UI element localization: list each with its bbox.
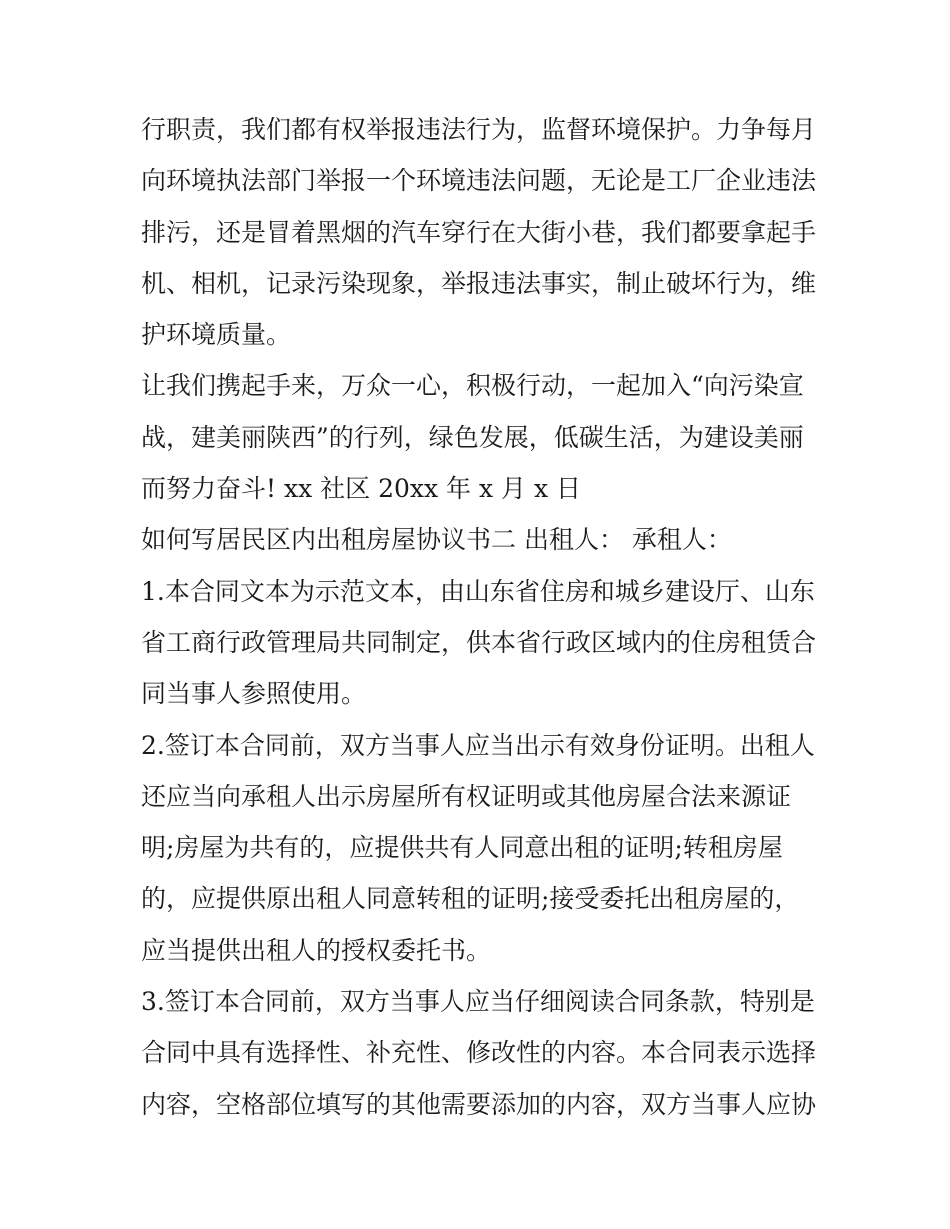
text-line: 1.本合同文本为示范文本，由山东省住房和城乡建设厅、山东	[141, 576, 815, 606]
text-line: 3.签订本合同前，双方当事人应当仔细阅读合同条款，特别是	[141, 987, 815, 1017]
text-line: 明;房屋为共有的，应提供共有人同意出租的证明;转租房屋	[141, 833, 783, 863]
text-line: 合同中具有选择性、补充性、修改性的内容。本合同表示选择	[141, 1038, 817, 1068]
text-line: 让我们携起手来，万众一心，积极行动，一起加入“向污染宣	[141, 371, 804, 401]
section-heading: 如何写居民区内出租房屋协议书二 出租人： 承租人：	[141, 525, 732, 555]
text-line: 护环境质量。	[141, 320, 292, 350]
text-line: 内容，空格部位填写的其他需要添加的内容，双方当事人应协	[141, 1089, 817, 1119]
text-line: 排污，还是冒着黑烟的汽车穿行在大街小巷，我们都要拿起手	[141, 217, 817, 247]
text-line: 战，建美丽陕西”的行列，绿色发展，低碳生活，为建设美丽	[141, 422, 804, 452]
text-line: 机、相机，记录污染现象，举报违法事实，制止破坏行为，维	[141, 268, 817, 298]
text-line: 应当提供出租人的授权委托书。	[141, 935, 492, 965]
text-line: 的，应提供原出租人同意转租的证明;接受委托出租房屋的，	[141, 884, 800, 914]
text-line: 同当事人参照使用。	[141, 679, 367, 709]
text-line: 2.签订本合同前，双方当事人应当出示有效身份证明。出租人	[141, 730, 815, 760]
text-line: 行职责，我们都有权举报违法行为，监督环境保护。力争每月	[141, 115, 817, 144]
text-line: 还应当向承租人出示房屋所有权证明或其他房屋合法来源证	[141, 781, 792, 811]
text-line: 省工商行政管理局共同制定，供本省行政区域内的住房租赁合	[141, 627, 817, 657]
text-line: 而努力奋斗! xx 社区 20xx 年 x 月 x 日	[141, 474, 582, 504]
text-line: 向环境执法部门举报一个环境违法问题，无论是工厂企业违法	[141, 166, 817, 196]
document-body	[141, 104, 821, 1130]
